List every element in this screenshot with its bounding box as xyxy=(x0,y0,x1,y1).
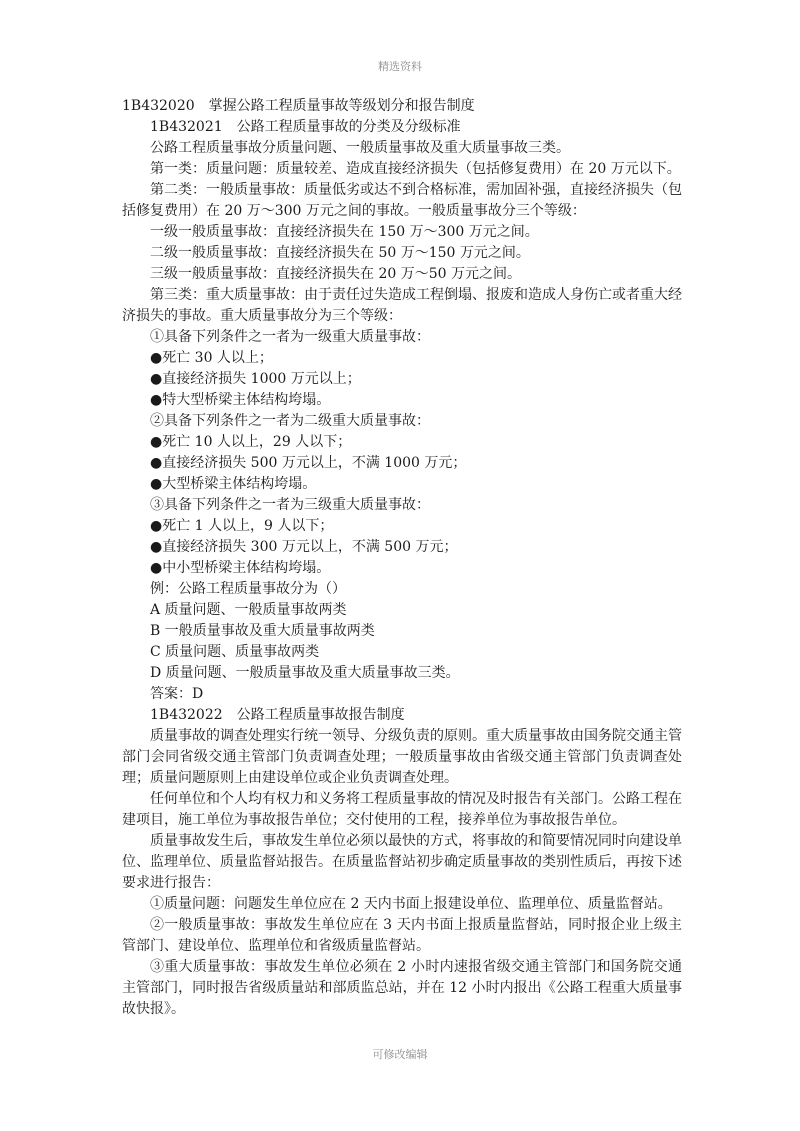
page-footer: 可修改编辑 xyxy=(372,1048,428,1061)
paragraph: ●特大型桥梁主体结构垮塌。 xyxy=(150,392,331,408)
paragraph: ②具备下列条件之一者为二级重大质量事故： xyxy=(150,413,430,429)
paragraph: A 质量问题、一般质量事故两类 xyxy=(150,602,347,618)
paragraph: ②一般质量事故：事故发生单位应在 3 天内书面上报质量监督站，同时报企业上级主管部门、建设单位、监理单位和省级质量监督站。 xyxy=(122,917,682,954)
paragraph: ③具备下列条件之一者为三级重大质量事故： xyxy=(150,497,430,513)
paragraph: 第二类：一般质量事故：质量低劣或达不到合格标准，需加固补强，直接经济损失（包括修复费用）在 20 万～300 万元之间的事故。一般质量事故分三个等级： xyxy=(122,182,682,219)
paragraph: 任何单位和个人均有权力和义务将工程质量事故的情况及时报告有关部门。公路工程在建项目，施工单位为事故报告单位；交付使用的工程，接养单位为事故报告单位。 xyxy=(122,791,682,828)
paragraph: 公路工程质量事故分质量问题、一般质量事故及重大质量事故三类。 xyxy=(150,140,570,156)
paragraph: 质量事故的调查处理实行统一领导、分级负责的原则。重大质量事故由国务院交通主管部门会同省级交通主管部门负责调查处理；一般质量事故由省级交通主管部门负责调查处理；质量问题原则上由建设单位或企业负责调查处理。 xyxy=(122,728,682,786)
paragraph: 质量事故发生后，事故发生单位必须以最快的方式，将事故的和简要情况同时向建设单位、监理单位、质量监督站报告。在质量监督站初步确定质量事故的类别性质后，再按下述要求进行报告： xyxy=(122,833,682,891)
paragraph: ●大型桥梁主体结构垮塌。 xyxy=(150,476,317,492)
paragraph: 1B432022 公路工程质量事故报告制度 xyxy=(150,707,405,723)
paragraph: 一级一般质量事故：直接经济损失在 150 万～300 万元之间。 xyxy=(150,224,539,240)
document-body xyxy=(122,96,682,1020)
paragraph: ①具备下列条件之一者为一级重大质量事故： xyxy=(150,329,430,345)
paragraph: D 质量问题、一般质量事故及重大质量事故三类。 xyxy=(150,665,460,681)
page-header: 精选资料 xyxy=(378,60,422,73)
paragraph: 三级一般质量事故：直接经济损失在 20 万～50 万元之间。 xyxy=(150,266,521,282)
paragraph: ●死亡 1 人以上，9 人以下； xyxy=(150,518,334,534)
paragraph: C 质量问题、质量事故两类 xyxy=(150,644,320,660)
paragraph: ●直接经济损失 300 万元以上，不满 500 万元； xyxy=(150,539,458,555)
paragraph: B 一般质量事故及重大质量事故两类 xyxy=(150,623,375,639)
paragraph: 1B432020 掌握公路工程质量事故等级划分和报告制度 xyxy=(122,98,475,114)
paragraph: 例：公路工程质量事故分为（） xyxy=(150,581,346,597)
paragraph: ●直接经济损失 1000 万元以上； xyxy=(150,371,361,387)
paragraph: 二级一般质量事故：直接经济损失在 50 万～150 万元之间。 xyxy=(150,245,530,261)
paragraph: 答案：D xyxy=(150,686,204,702)
paragraph: ●中小型桥梁主体结构垮塌。 xyxy=(150,560,331,576)
paragraph: ●死亡 30 人以上； xyxy=(150,350,273,366)
paragraph: 第一类：质量问题：质量较差、造成直接经济损失（包括修复费用）在 20 万元以下。 xyxy=(150,161,681,177)
paragraph: ③重大质量事故：事故发生单位必须在 2 小时内速报省级交通主管部门和国务院交通主管部门，同时报告省级质量站和部质监总站，并在 12 小时内报出《公路工程重大质量事故快报》。 xyxy=(122,959,682,1017)
paragraph: 1B432021 公路工程质量事故的分类及分级标准 xyxy=(150,119,461,135)
paragraph: 第三类：重大质量事故：由于责任过失造成工程倒塌、报废和造成人身伤亡或者重大经济损失的事故。重大质量事故分为三个等级： xyxy=(122,287,682,324)
paragraph: ●直接经济损失 500 万元以上，不满 1000 万元； xyxy=(150,455,467,471)
paragraph: ●死亡 10 人以上，29 人以下； xyxy=(150,434,352,450)
paragraph: ①质量问题：问题发生单位应在 2 天内书面上报建设单位、监理单位、质量监督站。 xyxy=(150,896,672,912)
